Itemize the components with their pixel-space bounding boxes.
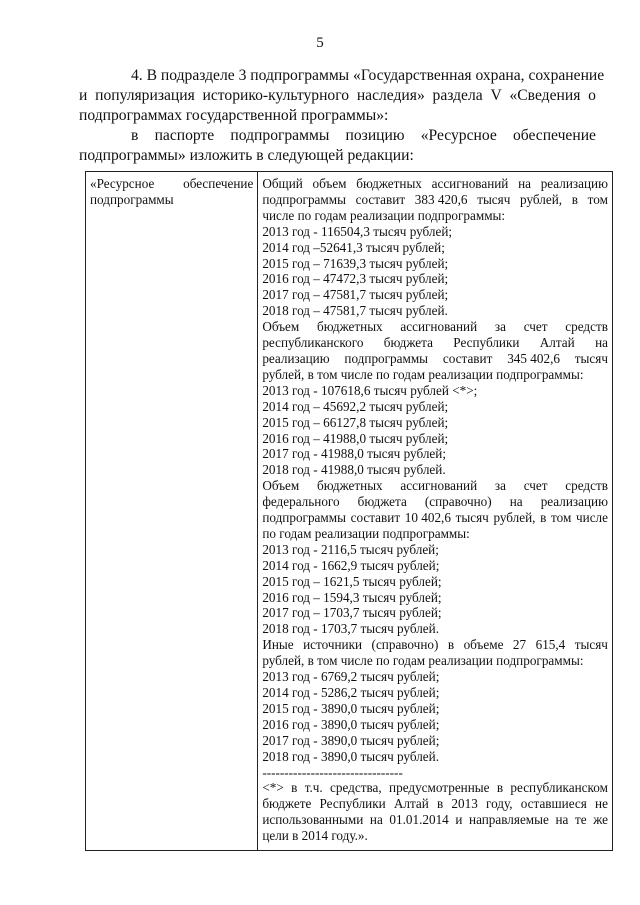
text-word: подпрограммы <box>344 350 429 366</box>
year-amount-line: 2013 год - 107618,6 тысяч рублей <*>; <box>262 382 478 398</box>
year-amount-line: 2016 год - 3890,0 тысяч рублей; <box>262 716 440 732</box>
text-word: на <box>595 335 608 351</box>
year-amount-line: 2018 год - 3890,0 тысяч рублей. <box>262 748 440 764</box>
text-word: подпрограммы <box>262 191 346 207</box>
year-amount-line: 2014 год - 5286,2 тысяч рублей; <box>262 685 440 700</box>
footnote-separator: -------------------------------- <box>262 764 403 780</box>
text-word: 615,4 <box>535 637 566 653</box>
intro-word: подпрограммы <box>230 127 330 144</box>
text-word: ассигнований <box>400 478 478 494</box>
text-word: же <box>593 812 608 828</box>
year-amount-line: 2018 год - 41988,0 тысяч рублей. <box>262 462 446 478</box>
funding-justified-line <box>262 351 608 367</box>
intro-word: в <box>131 127 139 144</box>
text-word: реализацию <box>540 494 608 510</box>
text-word: на <box>509 494 523 510</box>
text-word: составит <box>442 350 493 366</box>
intro-word: наследия» <box>356 87 425 104</box>
intro-word: популяризация <box>95 87 195 104</box>
funding-line: числе по годам реализации подпрограммы: <box>262 207 506 223</box>
text-word: тысяч <box>574 637 608 653</box>
year-amount-line: 2017 год – 1703,7 тысяч рублей; <box>262 605 442 621</box>
text-word: Республики <box>453 335 520 351</box>
text-word: на <box>518 176 531 191</box>
year-amount-line: 2015 год - 3890,0 тысяч рублей; <box>262 700 440 716</box>
intro-text <box>79 66 605 166</box>
text-word: в <box>437 796 444 812</box>
footnote-justified-line <box>262 812 608 828</box>
intro-line: подпрограммы» изложить в следующей редакции: <box>79 147 414 164</box>
text-word: 2013 <box>451 796 478 812</box>
intro-word: историко-культурного <box>202 87 350 104</box>
text-word: рублей, <box>493 510 536 526</box>
text-word: Алтай <box>539 335 575 351</box>
year-amount-line: 2013 год - 116504,3 тысяч рублей; <box>262 223 453 239</box>
year-amount-line: 2015 год – 1621,5 тысяч рублей; <box>262 573 442 589</box>
text-word: тысяч <box>477 191 511 207</box>
text-word: объеме <box>463 637 504 653</box>
intro-line: 4. В подразделе 3 подпрограммы «Государственная охрана, сохранение <box>131 67 605 84</box>
intro-word: «Ресурсное <box>420 127 497 144</box>
text-word: в <box>447 637 455 653</box>
text-word: реализацию <box>540 176 608 191</box>
text-word: тысяч <box>455 510 489 526</box>
text-word: республиканском <box>510 780 608 796</box>
year-amount-line: 2016 год – 41988,0 тысяч рублей; <box>262 430 449 446</box>
text-word: Республики <box>319 796 386 812</box>
footnote-justified-line <box>262 780 608 796</box>
text-word: Общий <box>262 176 303 191</box>
funding-justified-line <box>262 176 608 192</box>
text-word: том <box>587 191 608 207</box>
text-word: бюджета <box>357 494 407 510</box>
text-word: числе <box>576 510 608 526</box>
text-word: (справочно) <box>424 494 492 510</box>
intro-word: позицию <box>345 127 405 144</box>
text-word: за <box>494 319 506 335</box>
text-word: реализацию <box>262 350 330 366</box>
footnote-justified-line <box>262 796 608 812</box>
intro-line <box>79 86 596 106</box>
text-word: и <box>455 812 463 828</box>
text-word: 383 420,6 <box>414 191 468 207</box>
position-label-cell <box>86 172 258 851</box>
year-amount-line: 2014 год - 1662,9 тысяч рублей; <box>262 557 440 573</box>
text-word: средства, <box>330 780 382 796</box>
table-row <box>86 172 613 851</box>
text-word: в <box>540 510 547 526</box>
text-word: средств <box>565 319 608 335</box>
funding-justified-line <box>262 192 608 208</box>
text-word: объем <box>312 176 347 191</box>
text-word: в <box>571 191 578 207</box>
intro-word: V <box>490 87 502 104</box>
year-amount-line: 2014 год – 45692,2 тысяч рублей; <box>262 398 449 414</box>
funding-text-cell <box>258 172 613 851</box>
year-amount-line: 2018 год - 1703,7 тысяч рублей. <box>262 621 440 637</box>
text-word: на <box>369 812 383 828</box>
text-word: (справочно) <box>371 637 439 653</box>
year-amount-line: 2017 год - 41988,0 тысяч рублей; <box>262 446 446 462</box>
text-word: в <box>291 780 298 796</box>
intro-word: «Сведения <box>509 87 581 104</box>
text-word: том <box>551 510 572 526</box>
intro-word: обеспечение <box>512 127 596 144</box>
text-word: ассигнований <box>431 176 509 191</box>
funding-justified-line <box>262 319 608 335</box>
intro-line <box>79 126 596 146</box>
text-word: на <box>555 812 569 828</box>
text-word: тысяч <box>574 350 608 366</box>
funding-justified-line <box>262 637 608 653</box>
position-label-line <box>90 176 253 192</box>
year-amount-line: 2016 год – 1594,3 тысяч рублей; <box>262 589 442 605</box>
year-amount-line: 2013 год - 2116,5 тысяч рублей; <box>262 541 439 557</box>
text-word: бюджете <box>262 796 312 812</box>
text-word: источники <box>303 637 363 653</box>
amendment-table <box>85 171 613 851</box>
year-amount-line: 2015 год – 66127,8 тысяч рублей; <box>262 414 449 430</box>
year-amount-line: 2015 год – 71639,3 тысяч рублей; <box>262 255 449 271</box>
funding-justified-line <box>262 478 608 494</box>
footnote-line: цели в 2014 году.». <box>262 828 368 844</box>
text-word: средств <box>565 478 608 494</box>
text-word: счет <box>523 319 548 335</box>
text-word: рублей, <box>520 191 563 207</box>
position-label-line: подпрограммы <box>90 191 174 207</box>
text-word: бюджетных <box>316 319 383 335</box>
text-word: федерального <box>262 494 340 510</box>
text-word: составит <box>350 510 401 526</box>
year-amount-line: 2017 год – 47581,7 тысяч рублей; <box>262 287 449 303</box>
funding-justified-line <box>262 510 608 526</box>
text-word: году, <box>485 796 513 812</box>
text-word: бюджетных <box>356 176 422 191</box>
funding-line: по годам реализации подпрограммы: <box>262 525 470 541</box>
text-word: 27 <box>512 637 527 653</box>
intro-line: подпрограммах государственной программы»: <box>79 107 389 124</box>
text-word: Иные <box>262 637 294 653</box>
text-word: Объем <box>262 319 300 335</box>
text-word: в <box>496 780 504 796</box>
label-word: обеспечение <box>183 176 254 191</box>
text-word: бюджетных <box>316 478 383 494</box>
text-word: использованными <box>262 812 364 828</box>
year-amount-line: 2014 год –52641,3 тысяч рублей; <box>262 239 445 255</box>
text-word: за <box>494 478 506 494</box>
text-word: республиканского <box>262 335 364 351</box>
intro-paragraph-2 <box>79 126 596 166</box>
year-amount-line: 2018 год – 47581,7 тысяч рублей. <box>262 303 448 319</box>
label-word: «Ресурсное <box>90 176 155 191</box>
text-word: те <box>574 812 587 828</box>
text-word: оставшиеся <box>520 796 587 812</box>
text-word: составит <box>355 191 406 207</box>
intro-paragraph-1 <box>79 66 605 126</box>
text-word: предусмотренные <box>389 780 490 796</box>
year-amount-line: 2013 год - 6769,2 тысяч рублей; <box>262 669 440 685</box>
text-word: счет <box>523 478 548 494</box>
intro-word: и <box>79 87 88 104</box>
text-word: <*> <box>262 780 284 796</box>
text-word: 345 402,6 <box>507 350 560 366</box>
text-word: подпрограммы <box>262 510 346 526</box>
funding-justified-line <box>262 335 608 351</box>
text-word: не <box>595 796 608 812</box>
year-amount-line: 2017 год - 3890,0 тысяч рублей; <box>262 732 440 748</box>
page-number: 5 <box>316 35 324 51</box>
text-word: ассигнований <box>400 319 478 335</box>
text-word: т.ч. <box>304 780 323 796</box>
text-word: бюджета <box>383 335 433 351</box>
text-word: 10 402,6 <box>404 510 451 526</box>
intro-word: паспорте <box>154 127 215 144</box>
year-amount-line: 2016 год – 47472,3 тысяч рублей; <box>262 271 449 287</box>
funding-justified-line <box>262 494 608 510</box>
text-word: Алтай <box>393 796 429 812</box>
intro-word: о <box>588 87 596 104</box>
intro-word: раздела <box>432 87 483 104</box>
funding-line: рублей, в том числе по годам реализации подпрограммы: <box>262 366 584 382</box>
text-word: 01.01.2014 <box>389 812 449 828</box>
text-word: направляемые <box>469 812 549 828</box>
funding-line: рублей, в том числе по годам реализации подпрограммы: <box>262 653 584 669</box>
text-word: Объем <box>262 478 300 494</box>
